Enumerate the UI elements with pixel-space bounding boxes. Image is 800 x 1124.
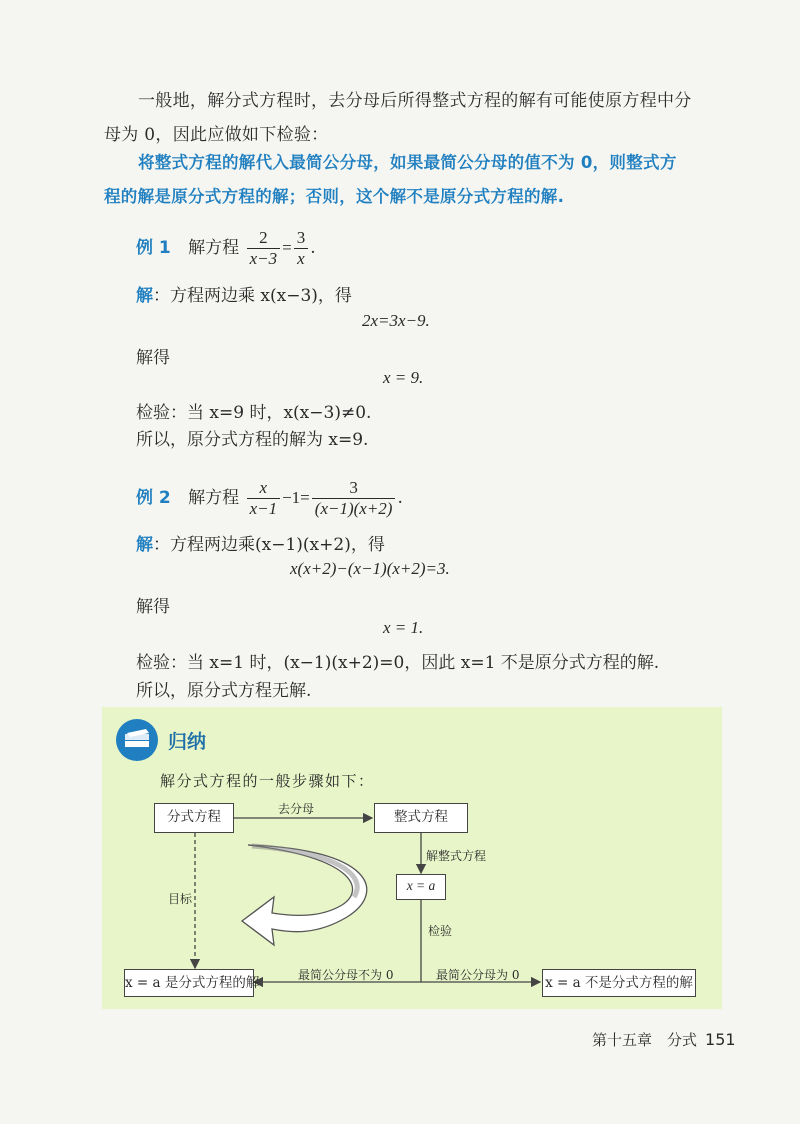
label-clear-denominator: 去分母 (278, 802, 315, 816)
label-goal: 目标 (168, 892, 193, 906)
example2-conclusion: 所以，原分式方程无解. (136, 681, 312, 701)
box-fractional-equation: 分式方程 (154, 803, 234, 833)
flowchart-connectors (102, 707, 722, 1009)
example2-equation: x(x+2)−(x−1)(x+2)=3. (290, 559, 450, 578)
rule-paragraph (104, 146, 677, 214)
example1-solution-intro: 解：方程两边乘 x(x−3)，得 (136, 286, 352, 306)
example2-check: 检验：当 x=1 时，(x−1)(x+2)=0，因此 x=1 不是原分式方程的解. (136, 653, 660, 673)
summary-intro: 解分式方程的一般步骤如下： (160, 772, 375, 790)
example1-equation: 2x=3x−9. (362, 311, 430, 330)
example1-fraction-right: $\frac{3}{x}$ (294, 228, 309, 269)
summary-title: 归纳 (168, 731, 207, 753)
label-denominator-zero: 最简公分母为 0 (436, 968, 520, 982)
example2-title: 例 2 解方程 $\frac{x}{x-1}$ −1= $\frac{3}{(x-1)(x+2)}$ . (136, 478, 403, 518)
page-footer (592, 1029, 736, 1050)
example2-task: 解方程 (188, 488, 240, 508)
page-number: 151 (705, 1030, 736, 1049)
box-x-equals-a: x = a (396, 874, 446, 900)
example2-result: x = 1. (383, 618, 424, 637)
intro-paragraph (104, 84, 692, 152)
example2-fraction-left: $\frac{x}{x-1}$ (247, 478, 281, 519)
example1-solve-word: 解得 (136, 348, 170, 368)
example1-label: 例 1 (136, 238, 171, 258)
rule-line-1: 将整式方程的解代入最简公分母，如果最简公分母的值不为 0，则整式方 (138, 153, 677, 172)
example1-fraction-left: $\frac{2}{x-3}$ (247, 228, 281, 269)
example1-result: x = 9. (383, 368, 424, 387)
example1-check: 检验：当 x=9 时，x(x−3)≠0. (136, 403, 372, 423)
intro-line-1: 一般地，解分式方程时，去分母后所得整式方程的解有可能使原方程中分 (138, 91, 692, 111)
box-not-root: x = a 不是分式方程的解 (542, 969, 696, 997)
example2-label: 例 2 (136, 488, 171, 508)
example2-solution-intro: 解：方程两边乘(x−1)(x+2)，得 (136, 535, 385, 555)
chapter-label: 第十五章 分式 (592, 1031, 698, 1049)
box-is-root: x = a 是分式方程的解 (124, 969, 254, 997)
example2-solve-word: 解得 (136, 597, 170, 617)
box-integral-equation: 整式方程 (374, 803, 468, 833)
label-check: 检验 (428, 924, 453, 938)
example1-conclusion: 所以，原分式方程的解为 x=9. (136, 430, 369, 450)
intro-line-2: 母为 0，因此应做如下检验： (104, 125, 329, 145)
example1-task: 解方程 (188, 238, 240, 258)
rule-line-2: 程的解是原分式方程的解；否则，这个解不是原分式方程的解. (104, 187, 565, 206)
label-denominator-nonzero: 最简公分母不为 0 (298, 968, 394, 982)
example1-title: 例 1 解方程 $\frac{2}{x-3}$ = $\frac{3}{x}$ . (136, 228, 316, 268)
summary-box (102, 707, 722, 1009)
example2-fraction-right: $\frac{3}{(x-1)(x+2)}$ (312, 478, 396, 519)
label-solve-integral: 解整式方程 (426, 849, 487, 863)
